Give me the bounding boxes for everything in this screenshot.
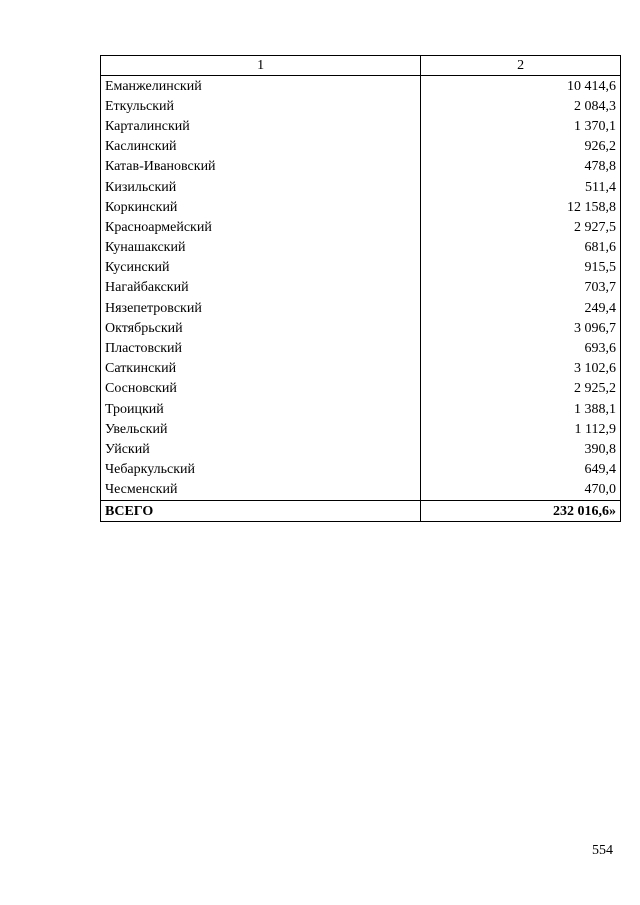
data-table xyxy=(100,55,621,522)
district-value: 470,0 xyxy=(421,480,621,501)
table-row xyxy=(101,359,621,379)
district-value: 926,2 xyxy=(421,137,621,157)
district-value: 249,4 xyxy=(421,298,621,318)
table-header-row xyxy=(101,56,621,76)
table-row xyxy=(101,116,621,136)
table-row xyxy=(101,137,621,157)
table-row xyxy=(101,460,621,480)
district-name: Коркинский xyxy=(101,197,421,217)
table-total-row xyxy=(101,500,621,521)
district-value: 3 096,7 xyxy=(421,318,621,338)
district-name: Кунашакский xyxy=(101,238,421,258)
district-name: Троицкий xyxy=(101,399,421,419)
district-name: Чебаркульский xyxy=(101,460,421,480)
district-name: Октябрьский xyxy=(101,318,421,338)
table-row xyxy=(101,379,621,399)
district-value: 390,8 xyxy=(421,439,621,459)
district-name: Еткульский xyxy=(101,96,421,116)
district-value: 693,6 xyxy=(421,338,621,358)
district-name: Уйский xyxy=(101,439,421,459)
table-row xyxy=(101,258,621,278)
district-value: 1 370,1 xyxy=(421,116,621,136)
district-name: Нагайбакский xyxy=(101,278,421,298)
table-row xyxy=(101,439,621,459)
district-name: Пластовский xyxy=(101,338,421,358)
table-row xyxy=(101,238,621,258)
table-row xyxy=(101,318,621,338)
district-value: 2 925,2 xyxy=(421,379,621,399)
district-value: 1 112,9 xyxy=(421,419,621,439)
district-value: 703,7 xyxy=(421,278,621,298)
table-row xyxy=(101,399,621,419)
table-row xyxy=(101,76,621,97)
district-value: 2 084,3 xyxy=(421,96,621,116)
table-row xyxy=(101,96,621,116)
district-name: Красноармейский xyxy=(101,217,421,237)
district-value: 2 927,5 xyxy=(421,217,621,237)
table-row xyxy=(101,157,621,177)
table-row xyxy=(101,217,621,237)
district-name: Сосновский xyxy=(101,379,421,399)
district-name: Саткинский xyxy=(101,359,421,379)
total-value: 232 016,6» xyxy=(421,500,621,521)
district-value: 3 102,6 xyxy=(421,359,621,379)
column-header-1: 1 xyxy=(101,56,421,76)
column-header-2: 2 xyxy=(421,56,621,76)
district-value: 681,6 xyxy=(421,238,621,258)
district-name: Карталинский xyxy=(101,116,421,136)
table-row xyxy=(101,278,621,298)
table-row xyxy=(101,197,621,217)
district-name: Увельский xyxy=(101,419,421,439)
district-value: 10 414,6 xyxy=(421,76,621,97)
district-name: Кизильский xyxy=(101,177,421,197)
table-row xyxy=(101,177,621,197)
district-value: 478,8 xyxy=(421,157,621,177)
table-row xyxy=(101,338,621,358)
district-value: 511,4 xyxy=(421,177,621,197)
table-row xyxy=(101,419,621,439)
district-value: 12 158,8 xyxy=(421,197,621,217)
district-value: 1 388,1 xyxy=(421,399,621,419)
total-label: ВСЕГО xyxy=(101,500,421,521)
district-name: Чесменский xyxy=(101,480,421,501)
page-number: 554 xyxy=(592,843,613,858)
district-value: 649,4 xyxy=(421,460,621,480)
district-name: Катав-Ивановский xyxy=(101,157,421,177)
district-name: Каслинский xyxy=(101,137,421,157)
district-name: Еманжелинский xyxy=(101,76,421,97)
table-row xyxy=(101,298,621,318)
table-row xyxy=(101,480,621,501)
district-name: Нязепетровский xyxy=(101,298,421,318)
district-name: Кусинский xyxy=(101,258,421,278)
district-value: 915,5 xyxy=(421,258,621,278)
